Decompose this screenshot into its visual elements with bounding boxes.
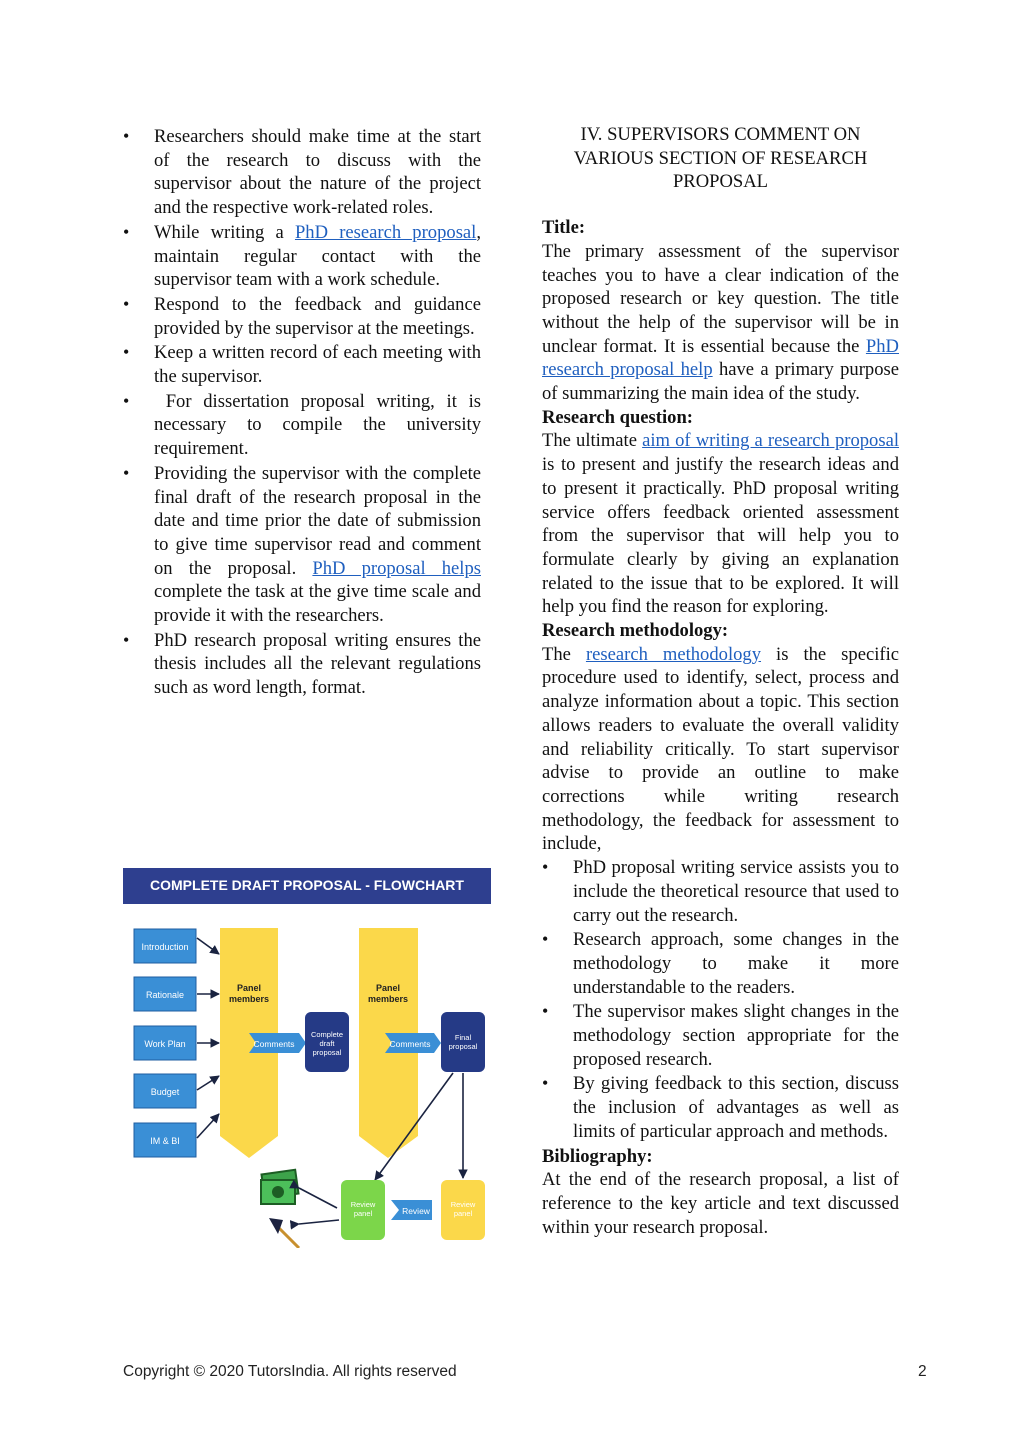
list-item: • Respond to the feedback and guidance provided by the supervisor at the meetings. — [123, 293, 481, 340]
svg-text:Review: Review — [402, 1206, 430, 1216]
svg-text:proposal: proposal — [448, 1042, 478, 1051]
aim-of-writing-link[interactable]: aim of writing a research proposal — [642, 430, 899, 452]
input-rationale — [134, 977, 196, 1011]
list-item: • While writing a PhD research proposal, maintain regular contact with the supervisor team with a work schedule. — [123, 221, 481, 292]
svg-text:panel: panel — [353, 1209, 373, 1218]
input-im-bi — [134, 1123, 196, 1157]
svg-text:Work Plan: Work Plan — [144, 1039, 186, 1049]
input-work-plan — [134, 1026, 196, 1060]
list-item: • PhD research proposal writing ensures the thesis includes all the relevant regulations such as word length, format. — [123, 629, 481, 700]
money-icon — [261, 1170, 299, 1204]
section-heading: IV. SUPERVISORS COMMENT ON VARIOUS SECTION OF RESEARCH PROPOSAL — [573, 124, 868, 193]
list-item: • PhD proposal writing service assists you to include the theoretical resource that used to carry out the research. — [542, 856, 899, 927]
right-column — [542, 123, 899, 1239]
list-item: • For dissertation proposal writing, it is necessary to compile the university requirement. — [123, 390, 481, 461]
svg-text:Budget: Budget — [150, 1087, 180, 1097]
list-item: • The supervisor makes slight changes in the methodology section appropriate for the proposed research. — [542, 1000, 899, 1071]
svg-text:draft: draft — [319, 1039, 335, 1048]
phd-research-proposal-help-link[interactable]: PhD research proposal help — [542, 335, 899, 381]
title-paragraph: The primary assessment of the supervisor teaches you to have a clear indication of the proposed research or key question. The title without the help of the supervisor will be in unclear format. It is essential because the PhD research proposal help have a primary purpose of summarizing the main idea of the study. — [542, 240, 899, 405]
research-methodology-subheading: Research methodology: — [542, 620, 729, 642]
footer-copyright: Copyright © 2020 TutorsIndia. All rights reserved — [123, 1363, 457, 1380]
flowchart-title: COMPLETE DRAFT PROPOSAL - FLOWCHART — [150, 877, 464, 893]
list-item: • Research approach, some changes in the methodology to make it more understandable to the readers. — [542, 928, 899, 999]
bibliography-subheading: Bibliography: — [542, 1145, 653, 1167]
svg-text:Review: Review — [350, 1200, 376, 1209]
svg-text:members: members — [367, 994, 409, 1004]
methodology-list — [542, 856, 899, 1143]
page-number: 2 — [918, 1363, 927, 1380]
bibliography-paragraph: At the end of the research proposal, a list of reference to the key article and text discussed within your research proposal. — [542, 1169, 899, 1238]
svg-text:Review: Review — [450, 1200, 476, 1209]
flowchart-image — [123, 868, 491, 1248]
svg-text:Panel: Panel — [236, 983, 262, 993]
research-question-paragraph: The ultimate aim of writing a research proposal is to present and justify the research ideas and to present it practically. PhD proposal writing service offers feedback oriented assessment from the supervisor that will help you to formulate clearly by giving an explanation related to the issue that to be explored. It will help you find the reason for exploring. — [542, 430, 899, 618]
list-item: • Providing the supervisor with the complete final draft of the research proposal in the date and time prior the date of submission to give time supervisor read and comment on the proposal. PhD proposal helps complete the task at the give time scale and provide it with the researchers. — [123, 462, 481, 628]
list-item: • Keep a written record of each meeting with the supervisor. — [123, 341, 481, 388]
svg-text:Complete: Complete — [310, 1030, 344, 1039]
svg-text:proposal: proposal — [312, 1048, 342, 1057]
input-budget — [134, 1074, 196, 1108]
phd-research-proposal-link[interactable]: PhD research proposal — [294, 221, 477, 243]
svg-text:Comments: Comments — [253, 1039, 295, 1049]
svg-text:Introduction: Introduction — [141, 942, 189, 952]
axe-icon — [269, 1218, 299, 1248]
supervisor-tips-list — [123, 125, 486, 700]
research-question-subheading: Research question: — [542, 406, 693, 428]
list-item: • Researchers should make time at the start of the research to discuss with the supervisor about the nature of the project and the respective work-related roles. — [123, 125, 481, 220]
title-subheading: Title: — [542, 217, 586, 239]
research-methodology-link[interactable]: research methodology — [585, 643, 762, 665]
svg-text:Rationale: Rationale — [145, 990, 185, 1000]
svg-text:Panel: Panel — [375, 983, 401, 993]
research-methodology-paragraph: The research methodology is the specific procedure used to identify, select, process and analyze information about a topic. This section allows readers to evaluate the overall validity and reliability critically. To start supervisor advise to provide an outline to make corrections while writing research methodology, the feedback for assessment to include, — [542, 643, 899, 855]
svg-text:Comments: Comments — [389, 1039, 431, 1049]
input-introduction — [134, 929, 196, 963]
svg-text:panel: panel — [453, 1209, 473, 1218]
list-item: • By giving feedback to this section, discuss the inclusion of advantages as well as limits of particular approach and methods. — [542, 1072, 899, 1143]
left-column — [123, 125, 486, 701]
phd-proposal-helps-link[interactable]: PhD proposal helps — [312, 557, 481, 579]
svg-text:Final: Final — [454, 1033, 472, 1042]
svg-text:members: members — [228, 994, 270, 1004]
svg-text:IM & BI: IM & BI — [150, 1136, 180, 1146]
